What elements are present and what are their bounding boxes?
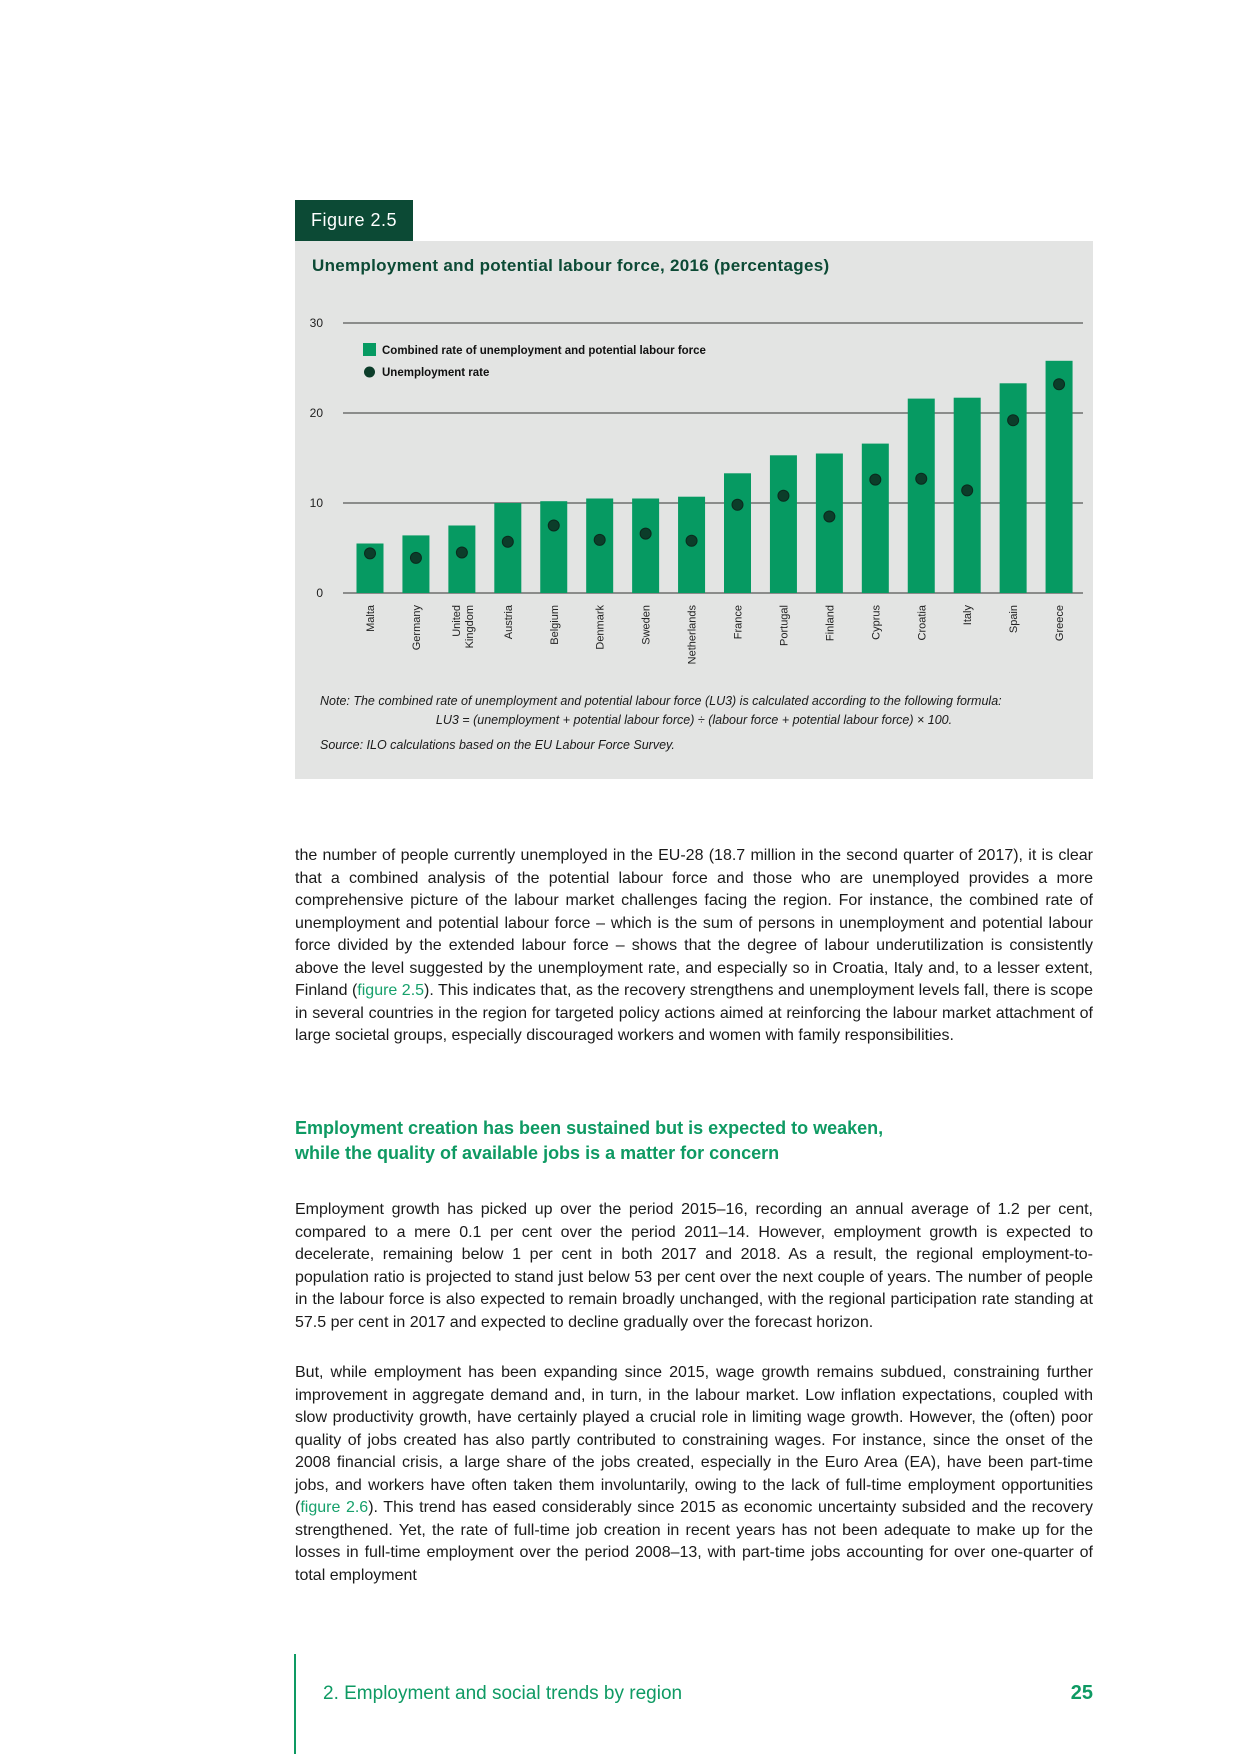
x-tick-label: Malta xyxy=(365,605,377,632)
unemployment-marker xyxy=(594,534,605,545)
unemployment-marker xyxy=(1054,379,1065,390)
unemployment-marker xyxy=(502,536,513,547)
paragraph-3-text-a: But, while employment has been expanding since 2015, wage growth remains subdued, constraining further improvement in aggregate demand and, in turn, in the labour market. Low inflation expectations, coupled with slow productivity growth, have certainly played a crucial role in limiting wage growth. However, the (often) poor quality of jobs created has also partly contributed to constraining wages. For instance, since the onset of the 2008 financial crisis, a large share of the jobs created, especially in the Euro Area (EA), have been part-time jobs, and workers have often taken them involuntarily, owing to the lack of full-time employment opportunities ( xyxy=(295,1364,1093,1516)
paragraph-2: Employment growth has picked up over the period 2015–16, recording an annual average of 1.2 per cent, compared to a mere 0.1 per cent over the period 2011–14. However, employment growth is expected to decelerate, remaining below 1 per cent in both 2017 and 2018. As a result, the regional employment-to-population ratio is projected to stand just below 53 per cent over the next couple of years. The number of people in the labour force is also expected to remain broadly unchanged, with the regional participation rate standing at 57.5 per cent in 2017 and expected to decline gradually over the forecast horizon. xyxy=(295,1201,1093,1331)
x-tick-label: Austria xyxy=(502,605,515,640)
section-heading-line1: Employment creation has been sustained but is expected to weaken, xyxy=(295,1118,884,1138)
bar xyxy=(494,503,521,593)
legend-bar-swatch xyxy=(363,343,376,356)
bar xyxy=(402,535,429,593)
section-heading xyxy=(295,1116,1093,1166)
figure-title: Unemployment and potential labour force, 2016 (percentages) xyxy=(312,256,830,275)
figure-note-line1: Note: The combined rate of unemployment and potential labour force (LU3) is calculated according to the following formula: xyxy=(320,694,1002,708)
x-tick-label: Belgium xyxy=(548,605,561,645)
unemployment-marker xyxy=(870,474,881,485)
paragraph-3 xyxy=(295,1362,1093,1587)
unemployment-marker xyxy=(410,552,421,563)
legend-bar-label: Combined rate of unemployment and potential labour force xyxy=(382,345,706,357)
y-tick-label: 10 xyxy=(309,496,323,510)
x-tick-label: Netherlands xyxy=(686,605,699,665)
paragraph-1 xyxy=(295,845,1093,1048)
unemployment-marker xyxy=(824,511,835,522)
unemployment-marker xyxy=(548,520,559,531)
unemployment-marker xyxy=(778,490,789,501)
bar xyxy=(1046,361,1073,593)
x-tick-label: France xyxy=(732,605,745,640)
unemployment-marker xyxy=(640,528,651,539)
figure-note-formula: LU3 = (unemployment + potential labour force) ÷ (labour force + potential labour force) × 100. xyxy=(435,713,953,727)
unemployment-marker xyxy=(686,535,697,546)
figure-2-6-link[interactable]: figure 2.6 xyxy=(300,1499,369,1516)
section-heading-line2: while the quality of available jobs is a matter for concern xyxy=(295,1143,780,1163)
bar xyxy=(908,399,935,593)
x-tick-label: Greece xyxy=(1054,605,1067,642)
legend-marker-label: Unemployment rate xyxy=(382,367,490,379)
x-tick-label: Cyprus xyxy=(870,605,883,640)
legend-marker-swatch xyxy=(364,367,375,378)
x-tick-label: UnitedKingdom xyxy=(450,605,476,649)
x-tick-label: Denmark xyxy=(594,605,607,650)
unemployment-marker xyxy=(732,499,743,510)
unemployment-marker xyxy=(916,473,927,484)
x-tick-label: Germany xyxy=(410,605,423,651)
paragraph-1-text-b: ). This indicates that, as the recovery strengthens and unemployment levels fall, there is scope in several countries in the region for targeted policy actions aimed at reinforcing the labour market attachment of large societal groups, especially discouraged workers and women with family responsibilities. xyxy=(295,982,1094,1044)
y-tick-label: 30 xyxy=(309,316,323,330)
x-tick-label: Croatia xyxy=(916,605,929,641)
x-tick-label: Portugal xyxy=(778,605,791,646)
bar xyxy=(448,526,475,594)
paragraph-1-text-a: the number of people currently unemployed in the EU-28 (18.7 million in the second quarter of 2017), it is clear that a combined analysis of the potential labour force and those who are unemployed provides a more comprehensive picture of the labour market challenges facing the region. For instance, the combined rate of unemployment and potential labour force – which is the sum of persons in unemployment and potential labour force divided by the extended labour force – shows that the degree of labour underutilization is consistently above the level suggested by the unemployment rate, and especially so in Croatia, Italy and, to a lesser extent, Finland ( xyxy=(295,847,1093,999)
x-tick-label: Sweden xyxy=(640,605,653,645)
page-number: 25 xyxy=(1070,1682,1093,1704)
bar-chart xyxy=(295,300,1093,690)
footer-chapter-title: 2. Employment and social trends by region xyxy=(323,1683,683,1704)
bar xyxy=(770,455,797,593)
unemployment-marker xyxy=(456,547,467,558)
x-tick-label: Italy xyxy=(962,605,975,626)
unemployment-marker xyxy=(962,485,973,496)
unemployment-marker xyxy=(365,548,376,559)
y-tick-label: 20 xyxy=(309,406,323,420)
figure-2-5-link[interactable]: figure 2.5 xyxy=(357,982,425,999)
bar xyxy=(862,444,889,593)
x-tick-label: Spain xyxy=(1008,605,1021,634)
figure-source: Source: ILO calculations based on the EU Labour Force Survey. xyxy=(320,738,675,752)
bar xyxy=(816,454,843,594)
bar xyxy=(540,501,567,593)
x-tick-label: Finland xyxy=(824,605,837,642)
paragraph-3-text-b: ). This trend has eased considerably since 2015 as economic uncertainty subsided and the recovery strengthened. Yet, the rate of full-time job creation in recent years has not been adequate to make up for the losses in full-time employment over the period 2008–13, with part-time jobs accounting for over one-quarter of total employment xyxy=(295,1499,1093,1584)
footer-rule xyxy=(294,1654,296,1754)
unemployment-marker xyxy=(1008,415,1019,426)
figure-label: Figure 2.5 xyxy=(295,200,413,241)
y-tick-label: 0 xyxy=(316,586,323,600)
bar xyxy=(724,473,751,593)
bar xyxy=(632,499,659,594)
